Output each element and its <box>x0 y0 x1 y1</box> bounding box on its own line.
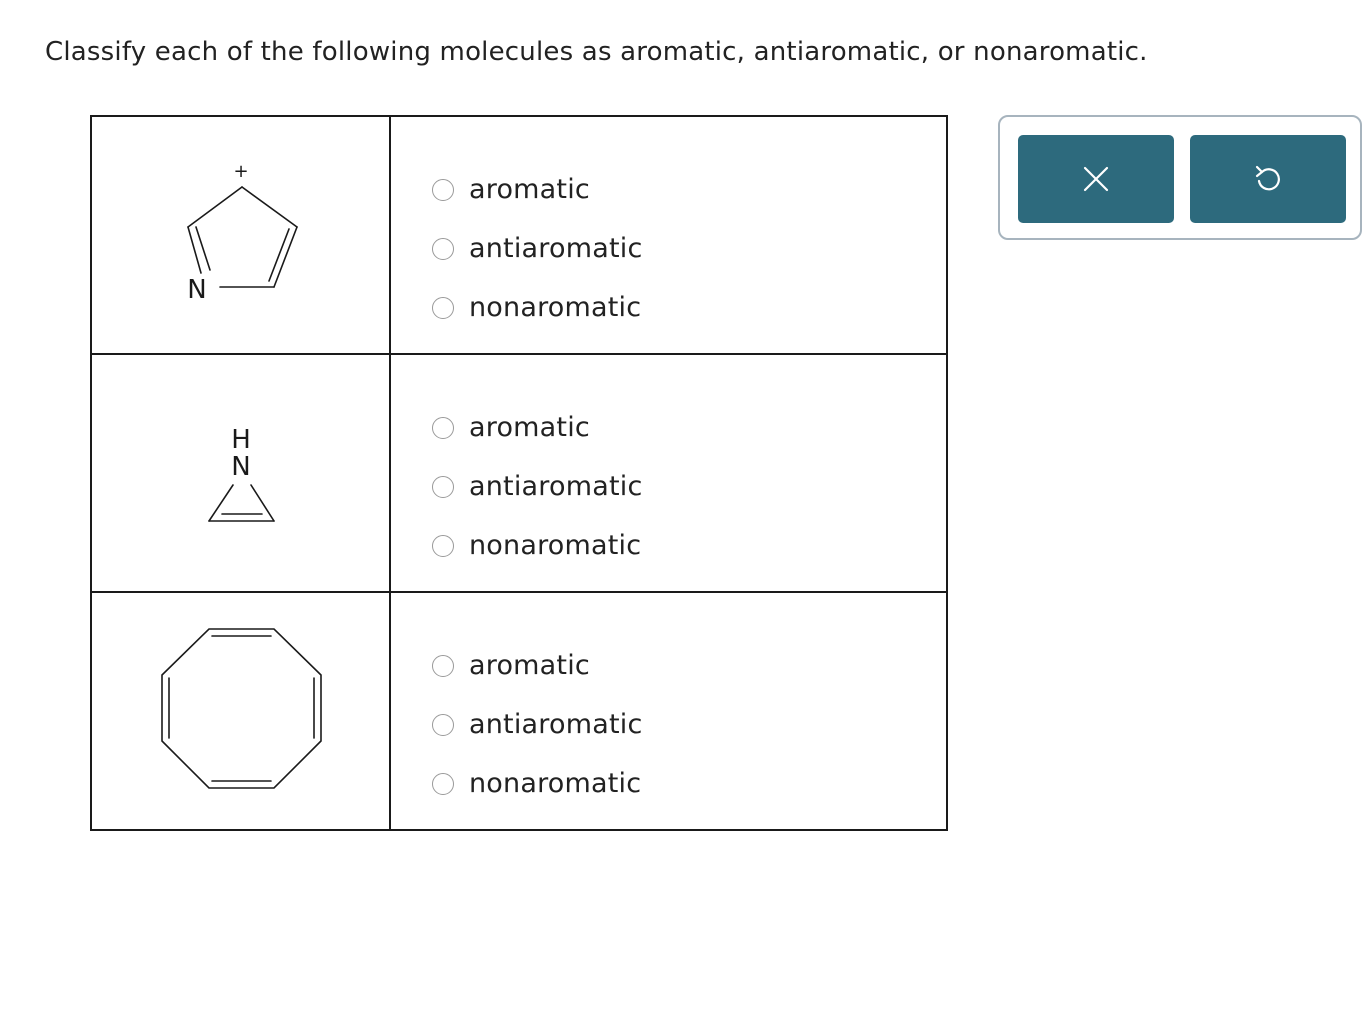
molecule-cell <box>91 354 390 592</box>
radio-button[interactable] <box>432 417 454 439</box>
option-label: nonaromatic <box>469 768 642 799</box>
option-label: nonaromatic <box>469 530 642 561</box>
option-nonaromatic[interactable] <box>432 278 643 337</box>
radio-button[interactable] <box>432 655 454 677</box>
option-nonaromatic[interactable] <box>432 754 643 813</box>
option-label: antiaromatic <box>469 233 643 264</box>
undo-button[interactable] <box>1190 135 1346 223</box>
option-label: aromatic <box>469 650 590 681</box>
option-aromatic[interactable] <box>432 160 643 219</box>
azirine-structure <box>92 355 389 591</box>
positive-charge-label: + <box>233 161 249 182</box>
cyclooctatetraene-structure <box>92 593 389 829</box>
undo-icon <box>1254 164 1282 194</box>
option-antiaromatic[interactable] <box>432 219 643 278</box>
molecule-cell <box>91 592 390 830</box>
option-antiaromatic[interactable] <box>432 457 643 516</box>
table-row <box>91 592 947 830</box>
radio-button[interactable] <box>432 476 454 498</box>
nitrogen-label: N <box>231 452 251 482</box>
question-prompt: Classify each of the following molecules as aromatic, antiaromatic, or nonaromatic. <box>45 37 1148 67</box>
option-aromatic[interactable] <box>432 398 643 457</box>
clear-answer-button[interactable] <box>1018 135 1174 223</box>
option-label: antiaromatic <box>469 709 643 740</box>
radio-group <box>432 636 643 813</box>
molecule-cell <box>91 116 390 354</box>
radio-button[interactable] <box>432 297 454 319</box>
table-row <box>91 354 947 592</box>
pyrrole-cation-structure <box>92 117 389 353</box>
radio-button[interactable] <box>432 535 454 557</box>
radio-button[interactable] <box>432 179 454 201</box>
classification-table <box>90 115 948 831</box>
radio-button[interactable] <box>432 238 454 260</box>
option-label: nonaromatic <box>469 292 642 323</box>
radio-group <box>432 160 643 337</box>
answer-toolbar <box>998 115 1362 240</box>
close-icon <box>1083 166 1109 192</box>
options-cell <box>390 592 947 830</box>
option-aromatic[interactable] <box>432 636 643 695</box>
options-cell <box>390 354 947 592</box>
radio-group <box>432 398 643 575</box>
nitrogen-label: N <box>187 275 207 305</box>
option-nonaromatic[interactable] <box>432 516 643 575</box>
option-label: antiaromatic <box>469 471 643 502</box>
option-label: aromatic <box>469 174 590 205</box>
option-label: aromatic <box>469 412 590 443</box>
table-row <box>91 116 947 354</box>
hydrogen-label: H <box>231 425 251 455</box>
options-cell <box>390 116 947 354</box>
radio-button[interactable] <box>432 773 454 795</box>
radio-button[interactable] <box>432 714 454 736</box>
option-antiaromatic[interactable] <box>432 695 643 754</box>
